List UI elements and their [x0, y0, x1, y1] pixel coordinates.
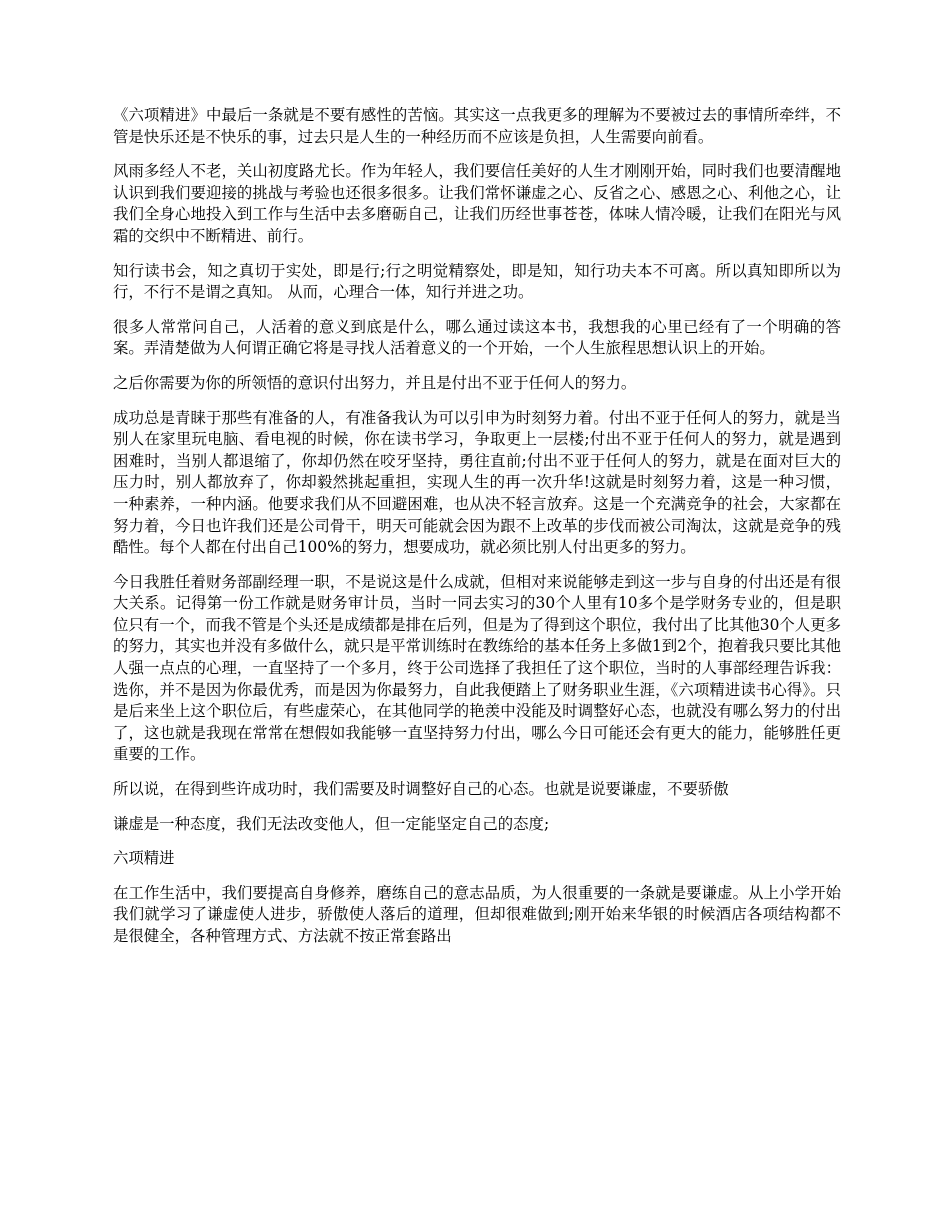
paragraph-10: 在工作生活中，我们要提高自身修养，磨练自己的意志品质，为人很重要的一条就是要谦虚。从上小学开始我们就学习了谦虚使人进步，骄傲使人落后的道理，但却很难做到;刚开始来华银的时候酒店各项结构都不是很健全，各种管理方式、方法就不按正常套路出 [113, 883, 841, 945]
paragraph-1: 《六项精进》中最后一条就是不要有感性的苦恼。其实这一点我更多的理解为不要被过去的事情所牵绊，不管是快乐还是不快乐的事，过去只是人生的一种经历而不应该是负担，人生需要向前看。 [113, 106, 841, 146]
section-heading: 六项精进 [113, 849, 175, 868]
paragraph-5: 之后你需要为你的所领悟的意识付出努力，并且是付出不亚于任何人的努力。 [113, 373, 637, 392]
paragraph-7: 今日我胜任着财务部副经理一职，不是说这是什么成就，但相对来说能够走到这一步与自身的付出还是有很大关系。记得第一份工作就是财务审计员，当时一同去实习的30个人里有10多个是学财务专业的，但是职位只有一个，而我不管是个头还是成绩都是排在后列，但是为了得到这个职位，我付出了比其他30个人更多的努力，其实也并没有多做什么，就只是平常训练时在教练给的基本任务上多做1到2个，抱着我只要比其他人强一点点的心理，一直坚持了一个多月，终于公司选择了我担任了这个职位，当时的人事部经理告诉我：选你，并不是因为你最优秀，而是因为你最努力，自此我便踏上了财务职业生涯，《六项精进读书心得》。只是后来坐上这个职位后，有些虚荣心，在其他同学的艳羡中没能及时调整好心态，也就没有哪么努力的付出了，这也就是我现在常常在想假如我能够一直坚持努力付出，哪么今日可能还会有更大的能力，能够胜任更重要的工作。 [113, 572, 841, 764]
paragraph-3: 知行读书会，知之真切于实处，即是行;行之明觉精察处，即是知，知行功夫本不可离。所以真知即所以为行，不行不是谓之真知。 从而，心理合一体，知行并进之功。 [113, 261, 841, 302]
paragraph-8: 所以说，在得到些许成功时，我们需要及时调整好自己的心态。也就是说要谦虚，不要骄傲 [113, 780, 729, 799]
paragraph-2: 风雨多经人不老，关山初度路尤长。作为年轻人，我们要信任美好的人生才刚刚开始，同时我们也要清醒地认识到我们要迎接的挑战与考验也还很多很多。让我们常怀谦虚之心、反省之心、感恩之心、利他之心，让我们全身心地投入到工作与生活中去多磨砺自己，让我们历经世事苍苍，体味人情冷暖，让我们在阳光与风霜的交织中不断精进、前行。 [113, 162, 841, 245]
document-body [113, 105, 841, 961]
paragraph-9: 谦虚是一种态度，我们无法改变他人，但一定能坚定自己的态度; [113, 814, 550, 833]
paragraph-4: 很多人常常问自己，人活着的意义到底是什么，哪么通过读这本书，我想我的心里已经有了一个明确的答案。弄清楚做为人何谓正确它将是寻找人活着意义的一个开始，一个人生旅程思想认识上的开始。 [113, 317, 841, 358]
paragraph-6: 成功总是青睐于那些有准备的人，有准备我认为可以引申为时刻努力着。付出不亚于任何人的努力，就是当别人在家里玩电脑、看电视的时候，你在读书学习，争取更上一层楼;付出不亚于任何人的努力，就是遇到困难时，当别人都退缩了，你却仍然在咬牙坚持，勇往直前;付出不亚于任何人的努力，就是在面对巨大的压力时，别人都放弃了，你却毅然挑起重担，实现人生的再一次升华!这就是时刻努力着，这是一种习惯，一种素养，一种内涵。他要求我们从不回避困难，也从决不轻言放弃。这是一个充满竞争的社会，大家都在努力着，今日也许我们还是公司骨干，明天可能就会因为跟不上改革的步伐而被公司淘汰，这就是竞争的残酷性。每个人都在付出自己100%的努力，想要成功，就必须比别人付出更多的努力。 [113, 408, 841, 557]
